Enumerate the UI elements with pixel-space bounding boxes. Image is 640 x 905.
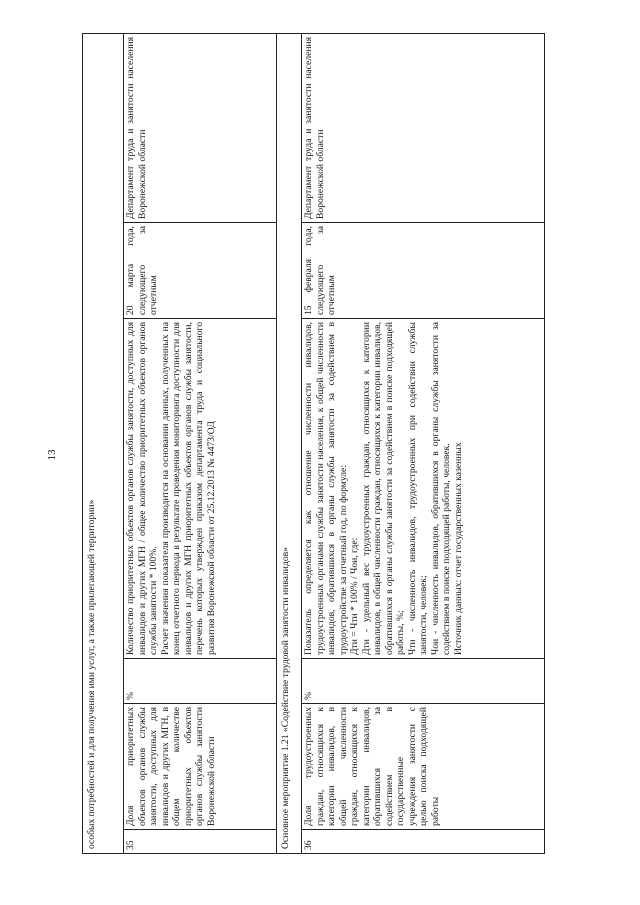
unit-cell: % [124, 659, 277, 704]
method-cell [302, 319, 545, 659]
method-text: Дти - удельный вес трудоустроенных граждан, относящихся к категории инвалидов, в общей численности граждан, относящихся к категории инвалидов, обратившихся в органы службы занятости за содействием в поиске подходящей работы, %; [360, 322, 406, 655]
unit-cell: % [302, 659, 545, 704]
row-number: 35 [124, 830, 277, 854]
deadline-cell: 15 февраля года, следующего за отчетным [302, 223, 545, 319]
responsible-cell: Департамент труда и занятости населения Воронежской области [124, 33, 277, 222]
section-heading: Основное мероприятие 1.21 «Содействие трудовой занятости инвалидов» [277, 33, 302, 853]
method-text: Чои - численность инвалидов, обратившихся в органы службы занятости за содействием в поиске подходящей работы, человек. [429, 322, 452, 655]
method-text: Чти - численность инвалидов, трудоустроенных при содействии службы занятости, человек; [406, 322, 429, 655]
page-number: 13 [46, 449, 58, 461]
section-heading: особых потребностей и для получения ими услуг, а также прилегающей территории» [83, 33, 124, 853]
table-row [124, 33, 277, 853]
method-text: Количество приоритетных объектов органов службы занятости, доступных для инвалидов и других МГН / общее количество приоритетных объектов органов службы занятости * 100%. [125, 322, 159, 655]
method-text: Источник данных: отчет государственных казенных [452, 442, 464, 655]
method-cell [124, 319, 277, 659]
method-text: Показатель определяется как отношение численности инвалидов, трудоустроенных органами службы занятости населения, к общей численности инвалидов, обратившихся в органы службы занятости за содействием в трудоустройстве за отчетный год, по формуле: [303, 322, 349, 655]
indicators-table [82, 33, 545, 854]
deadline-cell: 20 марта года, следующего за отчетным [124, 223, 277, 319]
formula-text: Дти = Чти * 100% / Чои, где: [349, 537, 360, 655]
rotated-table-page [82, 34, 627, 854]
row-number: 36 [302, 830, 545, 854]
responsible-cell: Департамент труда и занятости населения Воронежской области [302, 33, 545, 222]
section-heading-row [277, 33, 302, 853]
method-text: Расчет значения показателя производится на основании данных, полученных на конец отчетного периода в результате проведения мониторинга доступности для инвалидов и других МГН приоритетных объектов органов службы занятости, перечень которых утвержден приказом департамента труда и социального развития Воронежской области от 25.12.2013 № 4473/ОД [159, 322, 217, 655]
indicator-name: Доля приоритетных объектов органов службы занятости, доступных для инвалидов и других МГН, в общем количестве приоритетных объектов органов службы занятости Воронежской области [124, 704, 277, 830]
table-row [302, 33, 545, 853]
section-heading-row [83, 33, 124, 853]
indicator-name: Доля трудоустроенных граждан, относящихся к категории инвалидов, в общей численности граждан, относящихся к категории инвалидов, обратившихся за содействием в государственные учреждения занятости с целью поиска подходящей работы [302, 704, 545, 830]
